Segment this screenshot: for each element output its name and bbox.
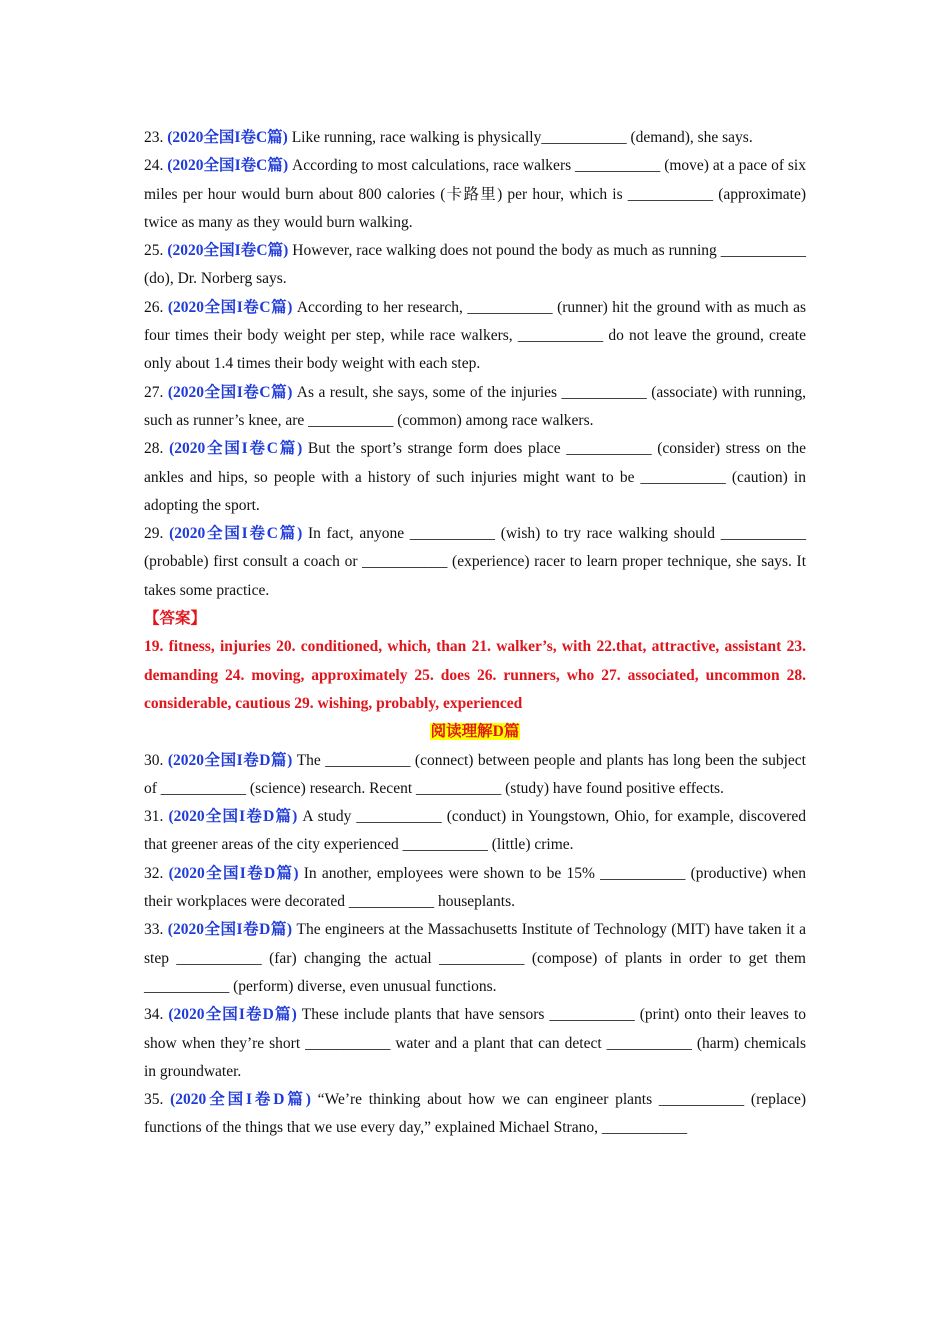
- question-number: 35.: [144, 1091, 164, 1109]
- question-text: Like running, race walking is physically___________ (demand), she says.: [287, 129, 753, 146]
- question-source: (2020全国I卷C篇): [169, 440, 303, 458]
- question-text: As a result, she says, some of the injuries ___________ (associate) with running, such as runner’s knee, are ___________ (common) among race walkers.: [144, 383, 806, 429]
- question-source: (2020全国I卷C篇): [167, 383, 293, 401]
- question-text: In fact, anyone ___________ (wish) to try race walking should ___________ (probable) first consult a coach or ___________ (experience) racer to learn proper technique, she says. It takes some practice.: [144, 525, 806, 599]
- question-source: (2020全国I卷C篇): [167, 157, 289, 175]
- question-source: (2020全国I卷C篇): [167, 298, 293, 316]
- question-text: According to her research, ___________ (runner) hit the ground with as much as four times their body weight per step, while race walkers, ___________ do not leave the ground, create only about 1.4 times their body weight with each step.: [144, 298, 806, 373]
- question-35: [144, 1086, 806, 1143]
- question-source: (2020全国I卷D篇): [168, 808, 298, 826]
- document-page: [144, 124, 806, 1143]
- question-source: (2020全国I卷C篇): [169, 525, 303, 543]
- section-title-text: 阅读理解D篇: [430, 723, 520, 741]
- answer-heading: 【答案】: [144, 610, 207, 628]
- question-23: [144, 124, 806, 152]
- question-number: 27.: [144, 383, 164, 401]
- question-number: 29.: [144, 525, 164, 543]
- section-title: [144, 718, 806, 746]
- question-text: The engineers at the Massachusetts Institute of Technology (MIT) have taken it a step ___________ (far) changing the actual ___________ (compose) of plants in order to get them ___________ (perform) diverse, even unusual functions.: [144, 921, 806, 995]
- question-source: (2020全国I卷C篇): [167, 129, 288, 146]
- question-text: According to most calculations, race walkers ___________ (move) at a pace of six miles per hour would burn about 800 calories (卡路里) per hour, which is ___________ (approximate) twice as many as they would burn walking.: [144, 157, 806, 231]
- question-29: [144, 520, 806, 605]
- question-number: 24.: [144, 157, 164, 175]
- answer-text: 19. fitness, injuries 20. conditioned, which, than 21. walker’s, with 22.that, attractive, assistant 23. demanding 24. moving, approximately 25. does 26. runners, who 27. associated, uncommon 28. considerable, cautious 29. wishing, probably, experienced: [144, 638, 806, 712]
- question-number: 34.: [144, 1006, 164, 1024]
- question-list-d: [144, 747, 806, 1143]
- question-number: 30.: [144, 751, 164, 769]
- question-24: [144, 152, 806, 237]
- question-source: (2020全国I卷D篇): [167, 751, 293, 769]
- question-number: 23.: [144, 129, 164, 146]
- question-30: [144, 747, 806, 804]
- question-number: 31.: [144, 808, 164, 826]
- question-source: (2020全国I卷D篇): [170, 1091, 311, 1109]
- question-source: (2020全国I卷D篇): [167, 921, 293, 939]
- question-27: [144, 379, 806, 436]
- question-list-c: [144, 124, 806, 605]
- question-number: 28.: [144, 440, 164, 458]
- question-32: [144, 860, 806, 917]
- question-text: However, race walking does not pound the body as much as running ___________ (do), Dr. Norberg says.: [144, 242, 807, 288]
- question-text: “We’re thinking about how we can engineer plants ___________ (replace) functions of the things that we use every day,” explained Michael Strano, ___________: [144, 1091, 806, 1137]
- question-34: [144, 1001, 806, 1086]
- question-number: 33.: [144, 921, 164, 939]
- question-25: [144, 237, 806, 294]
- question-source: (2020全国I卷D篇): [168, 1006, 297, 1024]
- question-text: In another, employees were shown to be 15% ___________ (productive) when their workplaces were decorated ___________ houseplants.: [144, 864, 806, 911]
- question-28: [144, 435, 806, 520]
- question-31: [144, 803, 806, 860]
- question-text: These include plants that have sensors ___________ (print) onto their leaves to show when they’re short ___________ water and a plant that can detect ___________ (harm) chemicals in groundwater.: [144, 1006, 806, 1080]
- question-number: 32.: [144, 864, 164, 882]
- question-number: 25.: [144, 242, 164, 260]
- question-text: A study ___________ (conduct) in Youngstown, Ohio, for example, discovered that greener areas of the city experienced ___________ (little) crime.: [144, 808, 806, 854]
- question-source: (2020全国I卷C篇): [167, 242, 289, 260]
- question-text: But the sport’s strange form does place ___________ (consider) stress on the ankles and hips, so people with a history of such injuries might want to be ___________ (caution) in adopting the sport.: [144, 440, 806, 514]
- question-source: (2020全国I卷D篇): [168, 864, 299, 882]
- question-number: 26.: [144, 298, 164, 316]
- question-text: The ___________ (connect) between people and plants has long been the subject of ___________ (science) research. Recent ___________ (study) have found positive effects.: [144, 751, 806, 797]
- question-26: [144, 294, 806, 379]
- question-33: [144, 916, 806, 1001]
